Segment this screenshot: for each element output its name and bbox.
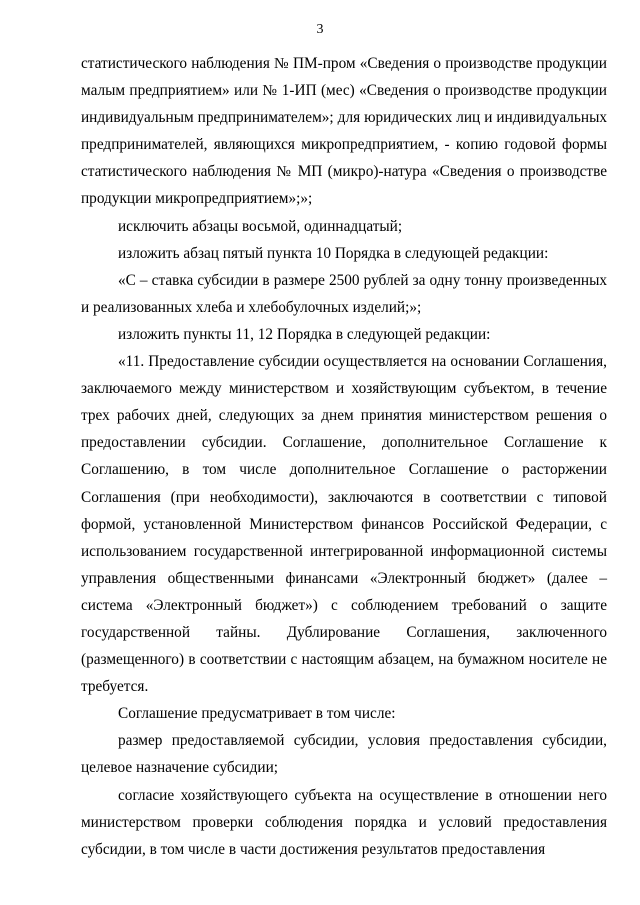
paragraph-point-11-agreement: «11. Предоставление субсидии осуществляется на основании Соглашения, заключаемого между министерством и хозяйствующим субъектом, в течение трех рабочих дней, следующих за днем принятия министерством решения о предоставлении субсидии. Соглашение, дополнительное Соглашение к Соглашению, в том числе дополнительное Соглашение о расторжении Соглашения (при необходимости), заключаются в соответствии с типовой формой, установленной Министерством финансов Российской Федерации, с использованием государственной интегрированной информационной системы управления общественными финансами «Электронный бюджет» (далее – система «Электронный бюджет») с соблюдением требований о защите государственной тайны. Дублирование Соглашения, заключенного (размещенного) в соответствии с настоящим абзацем, на бумажном носителе не требуется.: [81, 353, 607, 696]
paragraph-consent-audit: согласие хозяйствующего субъекта на осуществление в отношении него министерством проверки соблюдения порядка и условий предоставления субсидии, в том числе в части достижения результатов предоставления: [81, 786, 607, 858]
page-number: 3: [316, 22, 324, 37]
paragraph-amend-point-10: изложить абзац пятый пункта 10 Порядка в следующей редакции:: [118, 244, 549, 262]
document-body: [81, 50, 607, 863]
paragraph-agreement-provides: Соглашение предусматривает в том числе:: [118, 705, 396, 723]
paragraph-subsidy-rate: «С – ставка субсидии в размере 2500 рублей за одну тонну произведенных и реализованных хлеба и хлебобулочных изделий;»;: [81, 271, 607, 316]
paragraph-subsidy-size: размер предоставляемой субсидии, условия предоставления субсидии, целевое назначение субсидии;: [81, 732, 607, 777]
paragraph-exclude-clauses: исключить абзацы восьмой, одиннадцатый;: [118, 217, 403, 235]
paragraph-statistical-forms: статистического наблюдения № ПМ-пром «Сведения о производстве продукции малым предприятием» или № 1-ИП (мес) «Сведения о производстве продукции индивидуальным предпринимателем»; для юридических лиц и индивидуальных предпринимателей, являющихся микропредприятием, - копию годовой формы статистического наблюдения № МП (микро)-натура «Сведения о производстве продукции микропредприятием»;»;: [81, 55, 607, 208]
paragraph-amend-points-11-12: изложить пункты 11, 12 Порядка в следующей редакции:: [118, 325, 491, 343]
